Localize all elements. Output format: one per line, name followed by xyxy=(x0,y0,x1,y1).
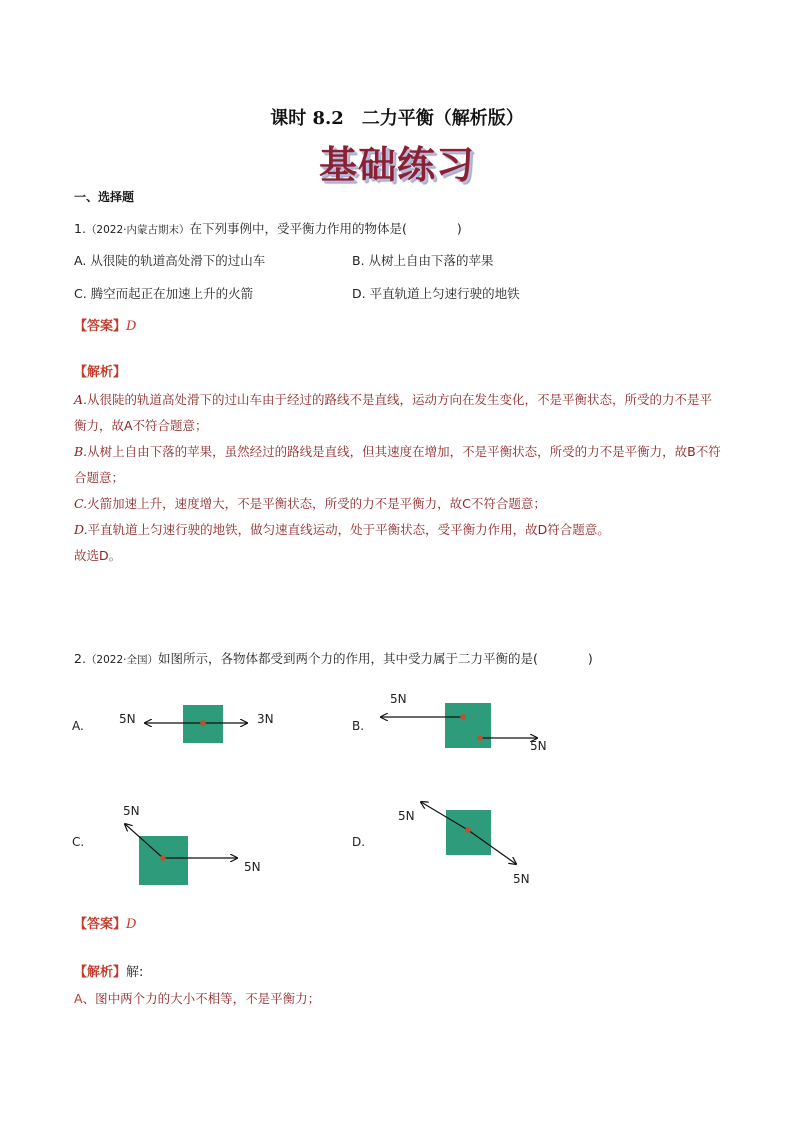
answer-label: 【答案】 xyxy=(74,319,127,334)
q1-analysis-heading: 【解析】 xyxy=(74,365,127,380)
figure-b-top-force: 5N xyxy=(390,692,407,706)
figure-a-label: A. xyxy=(72,719,84,733)
answer-value: D xyxy=(126,319,137,334)
q1-option-d: D. 平直轨道上匀速行驶的地铁 xyxy=(352,286,520,301)
q1-source: （2022·内蒙古期末） xyxy=(85,224,190,236)
figure-d-down-force: 5N xyxy=(513,872,530,886)
q2-answer xyxy=(74,913,136,932)
page-title: 课时 8.2 二力平衡（解析版） xyxy=(270,108,524,129)
q1-option-c: C. 腾空而起正在加速上升的火箭 xyxy=(74,286,254,301)
practice-banner: 基础练习 xyxy=(318,142,475,187)
analysis-conclusion: 故选D。 xyxy=(74,548,122,563)
analysis-item-c: C.火箭加速上升，速度增大，不是平衡状态，所受的力不是平衡力，故C不符合题意； xyxy=(74,496,546,511)
q1-number: 1. xyxy=(74,221,86,236)
answer-label: 【答案】 xyxy=(74,917,127,932)
section-heading: 一、选择题 xyxy=(74,190,135,204)
q2-source: （2022·全国） xyxy=(85,654,158,666)
q2-number: 2. xyxy=(74,651,86,666)
q1-option-a: A. 从很陡的轨道高处滑下的过山车 xyxy=(74,253,266,268)
figure-a-point xyxy=(200,720,206,726)
figure-b-bottom-force: 5N xyxy=(530,739,547,753)
q1-stem: 在下列事例中，受平衡力作用的物体是( ) xyxy=(189,221,462,236)
figure-a-right-force: 3N xyxy=(257,712,274,726)
figure-c-label: C. xyxy=(72,835,85,849)
figure-b-box xyxy=(445,703,491,748)
figure-b-label: B. xyxy=(352,719,365,733)
answer-value: D xyxy=(126,917,137,932)
figure-b-point-top xyxy=(460,714,466,720)
figure-d-up-force: 5N xyxy=(398,809,415,823)
analysis-item-a: A.从很陡的轨道高处滑下的过山车由于经过的路线不是直线，运动方向在发生变化，不是平衡状态，所受的力不是平衡力，故A不符合题意； xyxy=(74,392,713,433)
figure-c-horiz-force: 5N xyxy=(244,860,261,874)
q2-analysis-item-a: A、图中两个力的大小不相等，不是平衡力； xyxy=(74,991,321,1006)
analysis-item-d: D.平直轨道上匀速行驶的地铁，做匀速直线运动，处于平衡状态，受平衡力作用，故D符合题意。 xyxy=(74,522,610,537)
figure-a-left-force: 5N xyxy=(119,712,136,726)
q1-option-b: B. 从树上自由下落的苹果 xyxy=(352,253,494,268)
q2-analysis-heading: 【解析】解: xyxy=(74,965,144,980)
figure-d-point xyxy=(465,827,471,833)
figure-d-label: D. xyxy=(352,835,366,849)
analysis-item-b: B.从树上自由下落的苹果，虽然经过的路线是直线，但其速度在增加，不是平衡状态，所受的力不是平衡力，故B不符合题意； xyxy=(74,444,721,485)
figure-c-point xyxy=(160,855,166,861)
figure-b-point-bottom xyxy=(477,735,483,741)
figure-c-diag-force: 5N xyxy=(123,804,140,818)
q2-stem: 如图所示，各物体都受到两个力的作用，其中受力属于二力平衡的是( ) xyxy=(158,651,593,666)
